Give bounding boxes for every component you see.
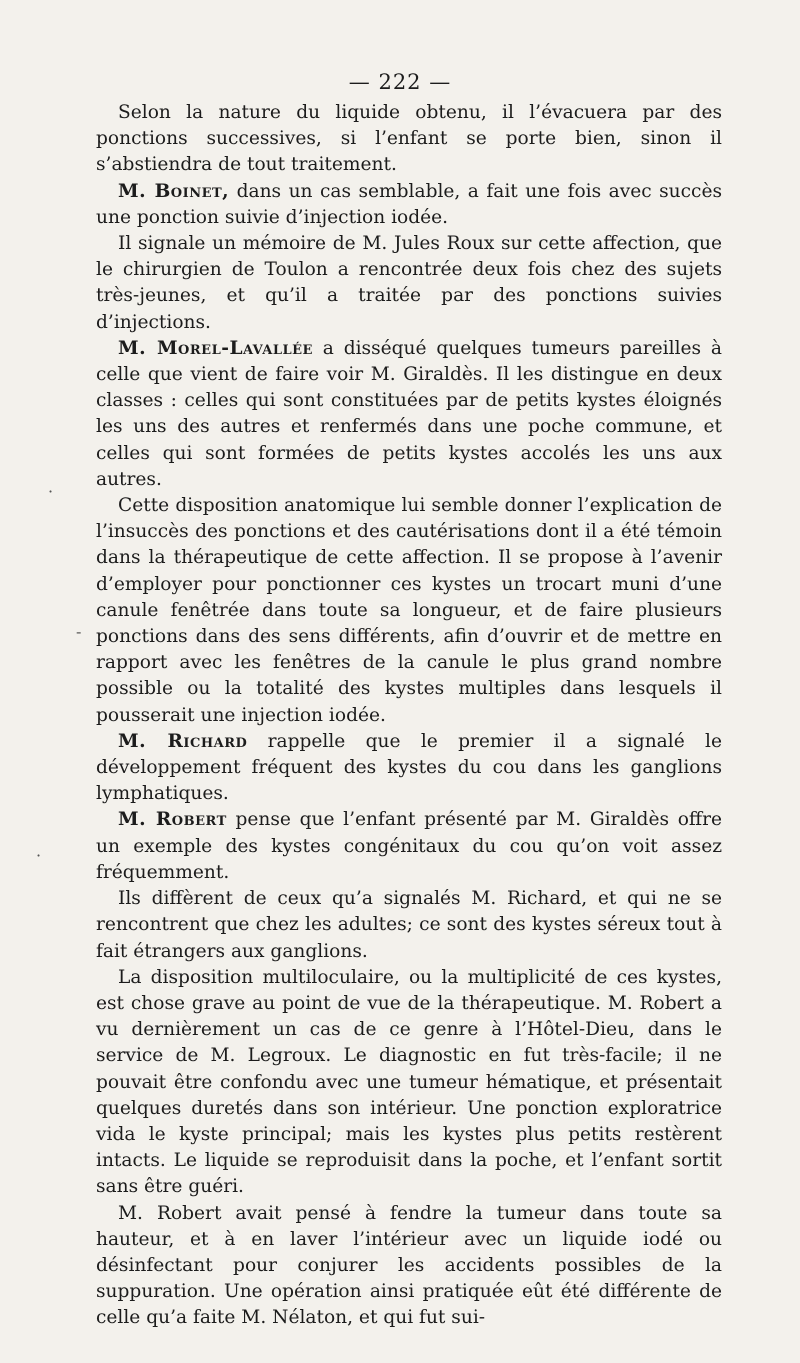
paragraph <box>96 100 722 179</box>
paragraph <box>96 493 722 729</box>
margin-dot: · <box>36 846 42 865</box>
page-number: — 222 — <box>348 70 452 94</box>
margin-dot: · <box>48 482 54 501</box>
paragraph <box>96 1201 722 1332</box>
paragraph <box>96 965 722 1201</box>
paragraph-text: a disséqué quelques tumeurs pareilles à celle que vient de faire voir M. Giraldès. Il les distingue en deux classes : celles qui sont constituées par de petits kystes éloignés les uns des autres et renfermés dans une poche commune, et celles qui sont formées de petits kystes accolés les uns aux autres. <box>96 337 722 490</box>
paragraph-text: rappelle que le premier il a signalé le développement fréquent des kystes du cou dans les ganglions lymphatiques. <box>96 730 722 805</box>
speaker-name: M. Robert <box>118 809 227 831</box>
paragraph-text: M. Robert avait pensé à fendre la tumeur dans toute sa hauteur, et à en laver l’intérieur avec un liquide iodé ou désinfectant pour conjurer les accidents possibles de la suppuration. Une opération ainsi pratiquée eût été différente de celle qu’a faite M. Nélaton, et qui fut sui- <box>96 1202 722 1329</box>
paragraph-text: Cette disposition anatomique lui semble donner l’explication de l’insuccès des ponctions et des cautérisations dont il a été témoin dans la thérapeutique de cette affection. Il se propose à l’avenir d’employer pour ponctionner ces kystes un trocart muni d’une canule fenêtrée dans toute sa longueur, et de faire plusieurs ponctions dans des sens différents, afin d’ouvrir et de mettre en rapport avec les fenêtres de la canule le plus grand nombre possible ou la totalité des kystes multiples dans lesquels il pousserait une injection iodée. <box>96 495 722 726</box>
margin-dash: - <box>76 622 82 641</box>
paragraph-text: pense que l’enfant présenté par M. Giraldès offre un exemple des kystes congénitaux du cou qu’on voit assez fréquemment. <box>96 809 722 883</box>
paragraph-text: Il signale un mémoire de M. Jules Roux sur cette affection, que le chirurgien de Toulon a rencontrée deux fois chez des sujets très-jeunes, et qu’il a traitée par des ponctions suivies d’injections. <box>96 233 722 333</box>
paragraph <box>96 886 722 965</box>
paragraph <box>96 179 722 231</box>
speaker-name: M. Boinet, <box>118 180 230 202</box>
body-text <box>96 100 722 1332</box>
paragraph <box>96 729 722 808</box>
paragraph-text: dans un cas semblable, a fait une fois avec succès une ponction suivie d’injection iodée. <box>96 180 722 228</box>
paragraph <box>96 336 722 493</box>
paragraph <box>96 231 722 336</box>
paragraph-text: Ils diffèrent de ceux qu’a signalés M. Richard, et qui ne se rencontrent que chez les adultes; ce sont des kystes séreux tout à fait étrangers aux ganglions. <box>96 888 722 962</box>
paragraph <box>96 807 722 886</box>
speaker-name: M. Richard <box>118 730 248 752</box>
paragraph-text: La disposition multiloculaire, ou la multiplicité de ces kystes, est chose grave au point de vue de la thérapeutique. M. Robert a vu dernièrement un cas de ce genre à l’Hôtel-Dieu, dans le service de M. Legroux. Le diagnostic en fut très-facile; il ne pouvait être confondu avec une tumeur hématique, et présentait quelques duretés dans son intérieur. Une ponction exploratrice vida le kyste principal; mais les kystes plus petits restèrent intacts. Le liquide se reproduisit dans la poche, et l’enfant sortit sans être guéri. <box>96 966 722 1198</box>
speaker-name: M. Morel-Lavallée <box>118 337 313 359</box>
paragraph-text: Selon la nature du liquide obtenu, il l’évacuera par des ponctions successives, si l’enfant se porte bien, sinon il s’abstiendra de tout traitement. <box>96 102 722 176</box>
